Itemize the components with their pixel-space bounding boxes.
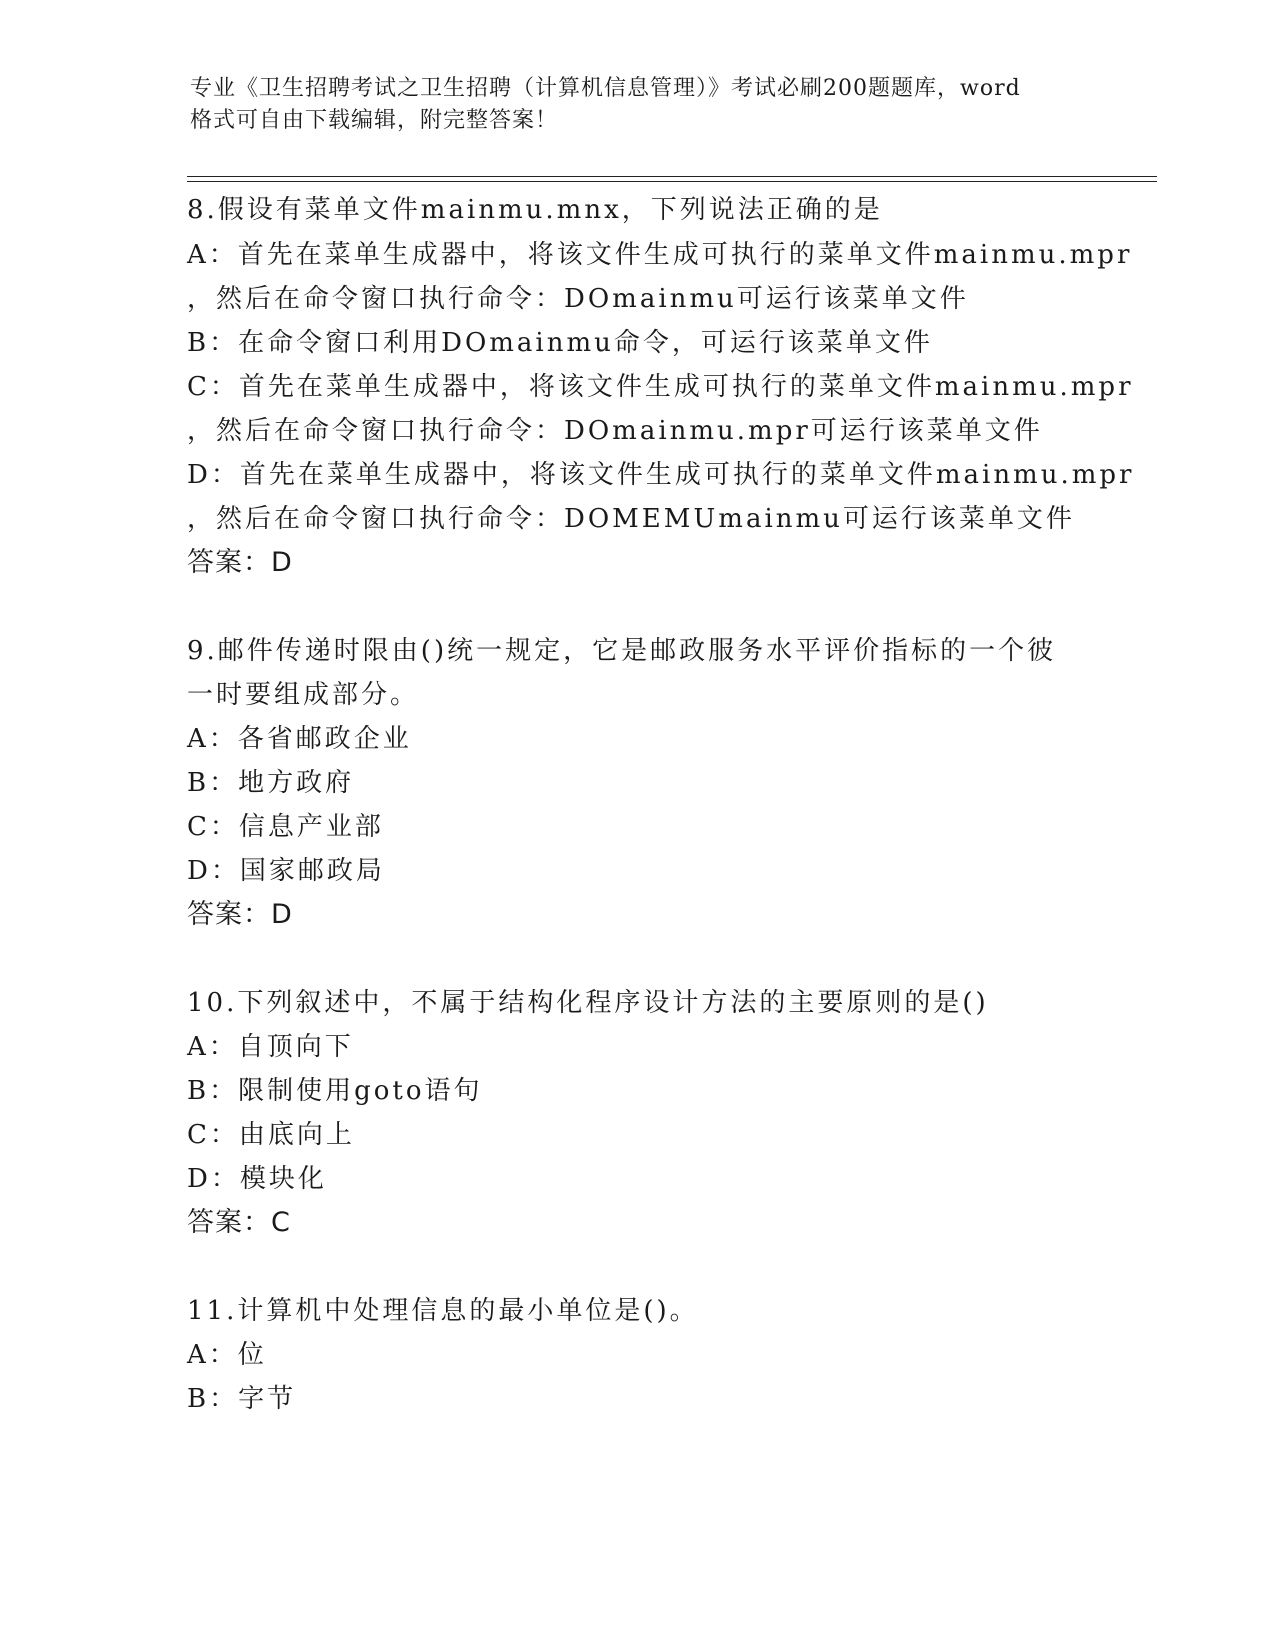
option-b: B：地方政府 <box>187 768 355 798</box>
question-stem: 8.假设有菜单文件mainmu.mnx，下列说法正确的是 <box>187 195 883 225</box>
question-stem-continued: 一时要组成部分。 <box>187 680 420 710</box>
option-a-continued: ，然后在命令窗口执行命令：DOmainmu可运行该菜单文件 <box>187 284 969 314</box>
header-divider <box>187 176 1157 177</box>
header-line: 格式可自由下载编辑，附完整答案！ <box>190 108 559 133</box>
answer-label: 答案：D <box>187 547 293 578</box>
option-a: A：各省邮政企业 <box>187 724 412 754</box>
option-a: A：首先在菜单生成器中，将该文件生成可执行的菜单文件mainmu.mpr <box>187 240 1133 270</box>
option-a: A：自顶向下 <box>187 1032 354 1062</box>
option-d-continued: ，然后在命令窗口执行命令：DOMEMUmainmu可运行该菜单文件 <box>187 504 1075 534</box>
answer-label: 答案：C <box>187 1207 291 1238</box>
question-stem: 9.邮件传递时限由()统一规定，它是邮政服务水平评价指标的一个彼 <box>187 636 1057 666</box>
option-d: D：模块化 <box>187 1164 327 1194</box>
option-c: C：由底向上 <box>187 1120 355 1150</box>
option-b: B：字节 <box>187 1384 297 1414</box>
option-b: B：在命令窗口利用DOmainmu命令，可运行该菜单文件 <box>187 328 933 358</box>
answer-label: 答案：D <box>187 899 293 930</box>
header-divider <box>187 181 1157 182</box>
option-d: D：首先在菜单生成器中，将该文件生成可执行的菜单文件mainmu.mpr <box>187 460 1135 490</box>
option-c-continued: ，然后在命令窗口执行命令：DOmainmu.mpr可运行该菜单文件 <box>187 416 1043 446</box>
option-b: B：限制使用goto语句 <box>187 1076 483 1106</box>
question-stem: 10.下列叙述中，不属于结构化程序设计方法的主要原则的是() <box>187 988 989 1018</box>
option-c: C：首先在菜单生成器中，将该文件生成可执行的菜单文件mainmu.mpr <box>187 372 1134 402</box>
question-stem: 11.计算机中处理信息的最小单位是()。 <box>187 1296 699 1326</box>
option-c: C：信息产业部 <box>187 812 384 842</box>
option-d: D：国家邮政局 <box>187 856 385 886</box>
header-line: 专业《卫生招聘考试之卫生招聘（计算机信息管理）》考试必刷200题题库，word <box>190 76 1021 101</box>
option-a: A：位 <box>187 1340 267 1370</box>
